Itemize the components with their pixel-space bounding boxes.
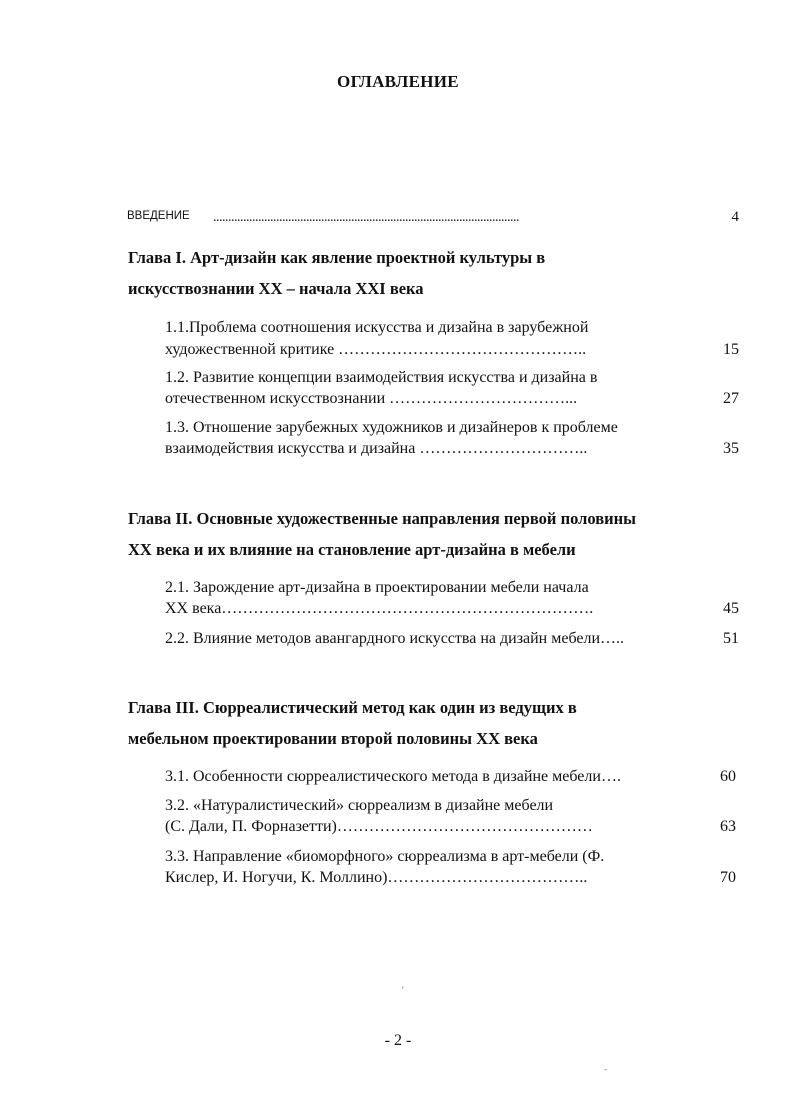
section-1-3-page: 35 [723,440,739,457]
section-2-2-page: 51 [723,630,739,647]
section-3-2-line-1: 3.2. «Натуралистический» сюрреализм в дизайне мебели [165,797,554,814]
page-title: ОГЛАВЛЕНИЕ [337,72,459,91]
section-3-3-page: 70 [720,869,736,886]
section-3-3-line-1: 3.3. Направление «биоморфного» сюрреализма в арт-мебели (Ф. [165,848,605,865]
section-1-2-line-2: отечественном искусствознании ……………………………... [165,390,578,407]
section-3-2-page: 63 [720,818,736,835]
section-2-1-line-2: XX века……………………………………………………………. [165,600,594,617]
toc-intro-page: 4 [731,209,739,225]
section-2-1-page: 45 [723,600,739,617]
section-1-3-line-1: 1.3. Отношение зарубежных художников и дизайнеров к проблеме [165,419,618,436]
chapter-3-heading-line-1: Глава III. Сюрреалистический метод как один из ведущих в [128,698,577,717]
chapter-3-heading-line-2: мебельном проектировании второй половины XX века [128,729,538,748]
toc-intro-leader-dots: ...................................................................................................... [213,210,519,225]
section-3-3-line-2: Кислер, И. Ногучи, К. Моллино)……………………………….. [165,869,588,886]
section-3-1-line-1: 3.1. Особенности сюрреалистического метода в дизайне мебели…. [165,768,621,785]
section-3-1-page: 60 [720,768,736,785]
section-2-1-line-1: 2.1. Зарождение арт-дизайна в проектировании мебели начала [165,579,589,596]
toc-intro-label: ВВЕДЕНИЕ [127,210,190,222]
chapter-2-heading-line-2: XX века и их влияние на становление арт-дизайна в мебели [128,540,576,559]
section-1-3-line-2: взаимодействия искусства и дизайна ………………………….. [165,440,588,457]
chapter-2-heading-line-1: Глава II. Основные художественные направления первой половины [128,509,637,528]
scan-mark: ' [402,985,404,995]
section-1-1-line-2: художественной критике ……………………………………….. [165,341,587,358]
section-1-2-line-1: 1.2. Развитие концепции взаимодействия искусства и дизайна в [165,369,598,386]
section-1-2-page: 27 [723,390,739,407]
section-3-2-line-2: (С. Дали, П. Форназетти)………………………………………… [165,818,593,835]
chapter-1-heading-line-2: искусствознании XX – начала XXI века [128,279,424,298]
chapter-1-heading-line-1: Глава I. Арт-дизайн как явление проектной культуры в [128,248,546,267]
page-number: - 2 - [384,1032,412,1049]
section-1-1-line-1: 1.1.Проблема соотношения искусства и дизайна в зарубежной [165,319,589,336]
scan-speck: - [604,1064,607,1074]
section-1-1-page: 15 [723,341,739,358]
section-2-2-line-1: 2.2. Влияние методов авангардного искусства на дизайн мебели….. [165,630,625,647]
